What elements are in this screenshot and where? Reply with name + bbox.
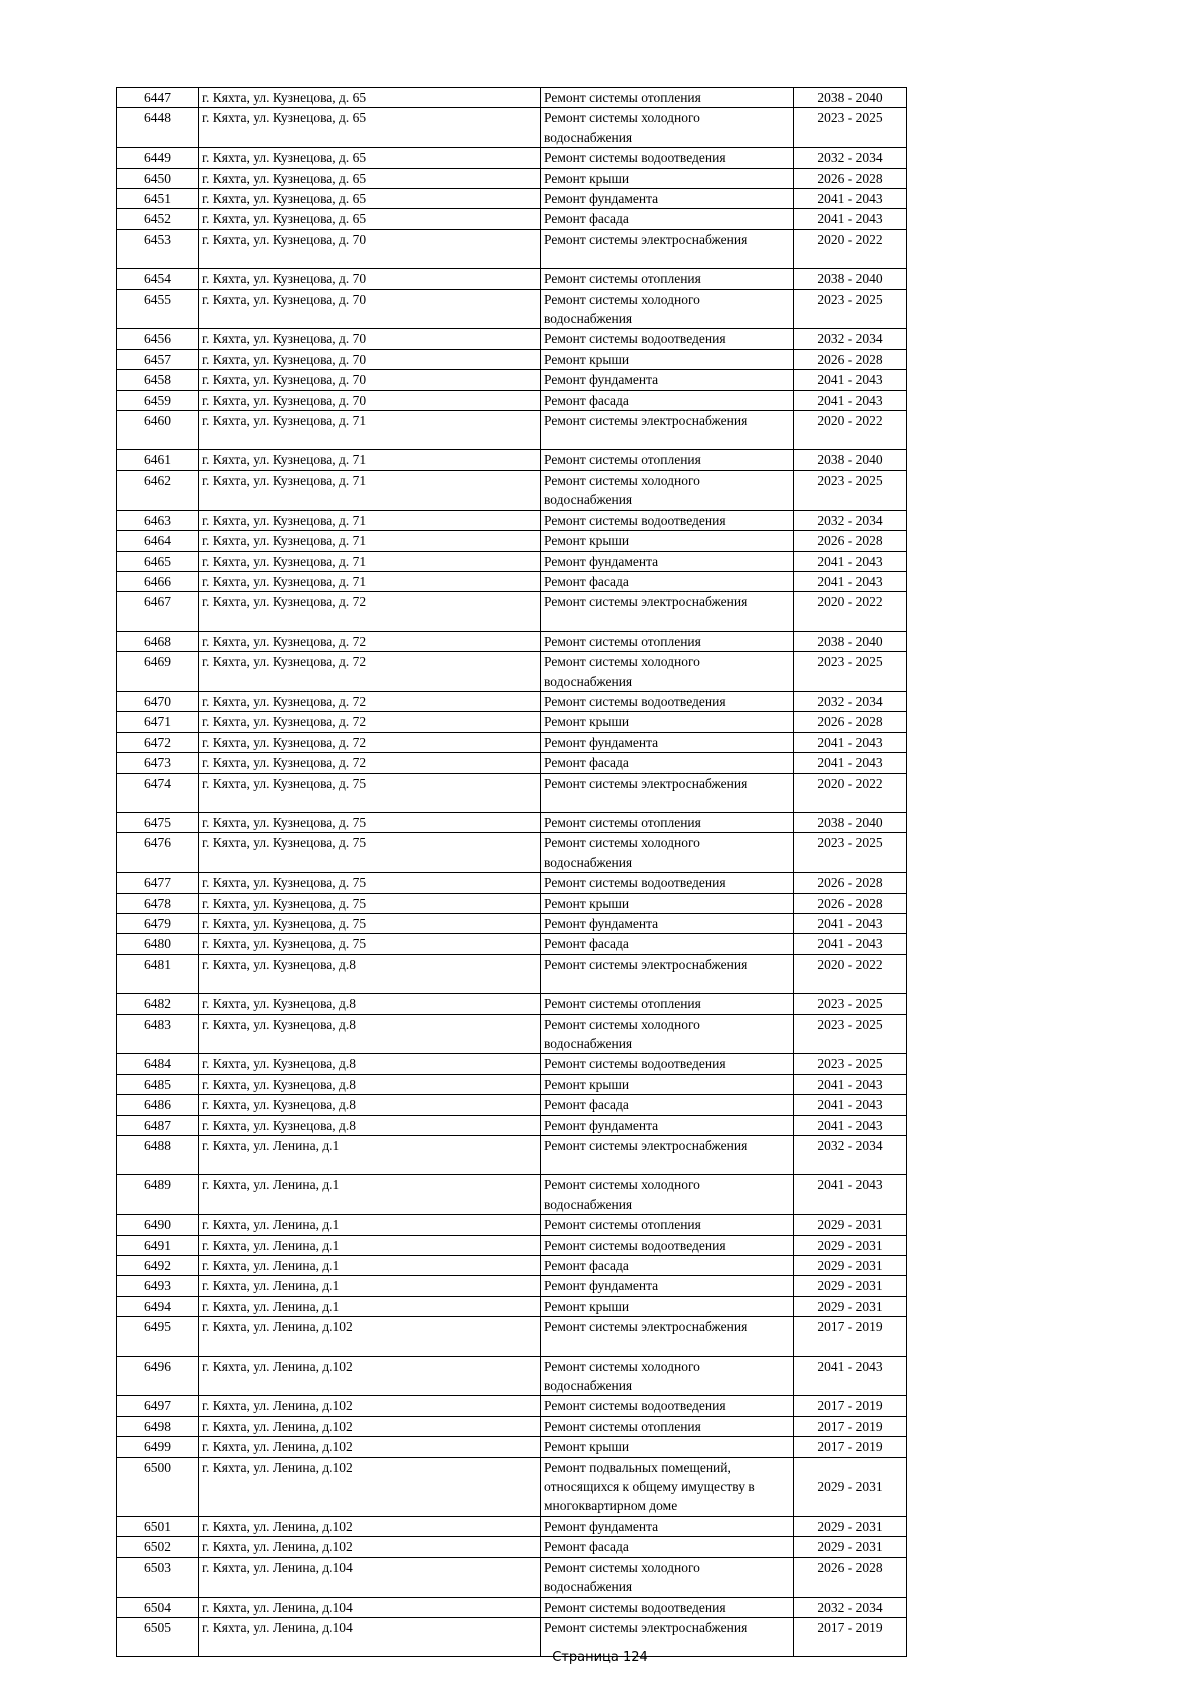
row-work-type: Ремонт системы холодного водоснабжения — [541, 108, 794, 148]
table-row — [117, 812, 907, 832]
table-row — [117, 1235, 907, 1255]
row-work-type: Ремонт системы отопления — [541, 1215, 794, 1235]
table-row — [117, 531, 907, 551]
table-row — [117, 390, 907, 410]
row-work-type: Ремонт системы водоотведения — [541, 1597, 794, 1617]
row-period: 2041 - 2043 — [794, 571, 907, 591]
table-row — [117, 773, 907, 812]
table-row — [117, 108, 907, 148]
row-work-type: Ремонт крыши — [541, 1074, 794, 1094]
row-number: 6505 — [117, 1618, 199, 1657]
row-work-type: Ремонт системы холодного водоснабжения — [541, 1175, 794, 1215]
row-period: 2038 - 2040 — [794, 812, 907, 832]
page-number: Страница 124 — [552, 1650, 648, 1665]
row-period: 2020 - 2022 — [794, 411, 907, 450]
row-number: 6497 — [117, 1396, 199, 1416]
row-address: г. Кяхта, ул. Кузнецова, д. 75 — [199, 812, 541, 832]
row-period: 2038 - 2040 — [794, 450, 907, 470]
row-period: 2017 - 2019 — [794, 1618, 907, 1657]
table-row — [117, 833, 907, 873]
row-period: 2026 - 2028 — [794, 873, 907, 893]
row-number: 6502 — [117, 1537, 199, 1557]
row-number: 6470 — [117, 691, 199, 711]
row-period: 2023 - 2025 — [794, 833, 907, 873]
row-number: 6486 — [117, 1095, 199, 1115]
row-period: 2038 - 2040 — [794, 631, 907, 651]
row-number: 6449 — [117, 148, 199, 168]
row-address: г. Кяхта, ул. Кузнецова, д. 72 — [199, 712, 541, 732]
row-address: г. Кяхта, ул. Ленина, д.1 — [199, 1276, 541, 1296]
row-number: 6501 — [117, 1517, 199, 1537]
row-period: 2026 - 2028 — [794, 712, 907, 732]
row-address: г. Кяхта, ул. Кузнецова, д. 72 — [199, 592, 541, 631]
table-row — [117, 994, 907, 1014]
row-address: г. Кяхта, ул. Ленина, д.102 — [199, 1457, 541, 1516]
row-number: 6450 — [117, 168, 199, 188]
row-period: 2029 - 2031 — [794, 1457, 907, 1516]
table-row — [117, 1256, 907, 1276]
table-row — [117, 88, 907, 108]
row-work-type: Ремонт системы холодного водоснабжения — [541, 289, 794, 329]
row-address: г. Кяхта, ул. Ленина, д.1 — [199, 1215, 541, 1235]
row-period: 2020 - 2022 — [794, 592, 907, 631]
row-number: 6477 — [117, 873, 199, 893]
row-work-type: Ремонт системы холодного водоснабжения — [541, 470, 794, 510]
row-number: 6482 — [117, 994, 199, 1014]
row-work-type: Ремонт фасада — [541, 1256, 794, 1276]
table-row — [117, 571, 907, 591]
row-number: 6455 — [117, 289, 199, 329]
row-work-type: Ремонт системы электроснабжения — [541, 1618, 794, 1657]
table-row — [117, 1115, 907, 1135]
table-body — [117, 88, 907, 1657]
row-period: 2041 - 2043 — [794, 753, 907, 773]
row-period: 2023 - 2025 — [794, 994, 907, 1014]
row-work-type: Ремонт фундамента — [541, 1115, 794, 1135]
row-work-type: Ремонт системы отопления — [541, 269, 794, 289]
table-row — [117, 1296, 907, 1316]
table-row — [117, 1396, 907, 1416]
row-address: г. Кяхта, ул. Ленина, д.104 — [199, 1618, 541, 1657]
row-period: 2029 - 2031 — [794, 1235, 907, 1255]
row-work-type: Ремонт системы электроснабжения — [541, 954, 794, 993]
row-address: г. Кяхта, ул. Кузнецова, д. 65 — [199, 209, 541, 229]
row-work-type: Ремонт фасада — [541, 390, 794, 410]
row-number: 6498 — [117, 1416, 199, 1436]
row-address: г. Кяхта, ул. Кузнецова, д. 70 — [199, 289, 541, 329]
row-address: г. Кяхта, ул. Кузнецова, д.8 — [199, 1014, 541, 1054]
row-work-type: Ремонт фундамента — [541, 1276, 794, 1296]
row-work-type: Ремонт системы холодного водоснабжения — [541, 1356, 794, 1396]
row-period: 2020 - 2022 — [794, 954, 907, 993]
row-period: 2032 - 2034 — [794, 1597, 907, 1617]
row-work-type: Ремонт фундамента — [541, 732, 794, 752]
row-period: 2023 - 2025 — [794, 470, 907, 510]
row-address: г. Кяхта, ул. Ленина, д.1 — [199, 1256, 541, 1276]
row-number: 6481 — [117, 954, 199, 993]
table-row — [117, 1317, 907, 1356]
row-number: 6459 — [117, 390, 199, 410]
row-address: г. Кяхта, ул. Ленина, д.1 — [199, 1296, 541, 1316]
row-number: 6461 — [117, 450, 199, 470]
table-row — [117, 1437, 907, 1457]
row-period: 2038 - 2040 — [794, 269, 907, 289]
row-work-type: Ремонт фасада — [541, 753, 794, 773]
table-row — [117, 1095, 907, 1115]
row-work-type: Ремонт фасада — [541, 209, 794, 229]
row-address: г. Кяхта, ул. Ленина, д.1 — [199, 1235, 541, 1255]
row-period: 2023 - 2025 — [794, 289, 907, 329]
row-address: г. Кяхта, ул. Кузнецова, д. 75 — [199, 773, 541, 812]
row-period: 2026 - 2028 — [794, 893, 907, 913]
row-period: 2041 - 2043 — [794, 1115, 907, 1135]
row-work-type: Ремонт фундамента — [541, 551, 794, 571]
row-period: 2026 - 2028 — [794, 1557, 907, 1597]
row-number: 6471 — [117, 712, 199, 732]
table-row — [117, 934, 907, 954]
row-number: 6503 — [117, 1557, 199, 1597]
row-address: г. Кяхта, ул. Кузнецова, д. 70 — [199, 370, 541, 390]
row-period: 2026 - 2028 — [794, 349, 907, 369]
row-period: 2029 - 2031 — [794, 1296, 907, 1316]
row-work-type: Ремонт системы отопления — [541, 450, 794, 470]
row-period: 2020 - 2022 — [794, 229, 907, 268]
row-number: 6485 — [117, 1074, 199, 1094]
row-work-type: Ремонт системы холодного водоснабжения — [541, 652, 794, 692]
row-address: г. Кяхта, ул. Кузнецова, д.8 — [199, 1095, 541, 1115]
row-address: г. Кяхта, ул. Ленина, д.104 — [199, 1597, 541, 1617]
row-work-type: Ремонт крыши — [541, 531, 794, 551]
table-row — [117, 189, 907, 209]
row-address: г. Кяхта, ул. Кузнецова, д. 71 — [199, 411, 541, 450]
row-period: 2032 - 2034 — [794, 510, 907, 530]
row-number: 6474 — [117, 773, 199, 812]
row-address: г. Кяхта, ул. Кузнецова, д. 70 — [199, 390, 541, 410]
row-number: 6500 — [117, 1457, 199, 1516]
row-work-type: Ремонт фундамента — [541, 189, 794, 209]
row-number: 6487 — [117, 1115, 199, 1135]
row-number: 6451 — [117, 189, 199, 209]
row-number: 6465 — [117, 551, 199, 571]
row-number: 6462 — [117, 470, 199, 510]
row-period: 2032 - 2034 — [794, 691, 907, 711]
row-period: 2032 - 2034 — [794, 329, 907, 349]
row-address: г. Кяхта, ул. Ленина, д.1 — [199, 1136, 541, 1175]
row-number: 6457 — [117, 349, 199, 369]
row-address: г. Кяхта, ул. Кузнецова, д. 65 — [199, 108, 541, 148]
row-work-type: Ремонт крыши — [541, 1437, 794, 1457]
table-row — [117, 753, 907, 773]
row-period: 2032 - 2034 — [794, 148, 907, 168]
row-address: г. Кяхта, ул. Кузнецова, д. 71 — [199, 531, 541, 551]
row-number: 6460 — [117, 411, 199, 450]
table-row — [117, 510, 907, 530]
row-number: 6472 — [117, 732, 199, 752]
row-period: 2023 - 2025 — [794, 652, 907, 692]
table-row — [117, 652, 907, 692]
row-period: 2041 - 2043 — [794, 209, 907, 229]
row-address: г. Кяхта, ул. Кузнецова, д.8 — [199, 1115, 541, 1135]
table-row — [117, 229, 907, 268]
table-row — [117, 269, 907, 289]
table-row — [117, 592, 907, 631]
row-address: г. Кяхта, ул. Ленина, д.1 — [199, 1175, 541, 1215]
row-period: 2029 - 2031 — [794, 1215, 907, 1235]
row-address: г. Кяхта, ул. Кузнецова, д. 70 — [199, 349, 541, 369]
row-address: г. Кяхта, ул. Кузнецова, д. 71 — [199, 551, 541, 571]
row-period: 2017 - 2019 — [794, 1396, 907, 1416]
row-work-type: Ремонт фасада — [541, 571, 794, 591]
row-address: г. Кяхта, ул. Кузнецова, д. 65 — [199, 189, 541, 209]
row-period: 2020 - 2022 — [794, 773, 907, 812]
row-address: г. Кяхта, ул. Кузнецова, д.8 — [199, 1074, 541, 1094]
row-period: 2041 - 2043 — [794, 551, 907, 571]
row-work-type: Ремонт системы холодного водоснабжения — [541, 1014, 794, 1054]
row-period: 2026 - 2028 — [794, 168, 907, 188]
row-period: 2023 - 2025 — [794, 1014, 907, 1054]
table-row — [117, 1136, 907, 1175]
table-row — [117, 1276, 907, 1296]
table-row — [117, 148, 907, 168]
row-address: г. Кяхта, ул. Кузнецова, д. 71 — [199, 450, 541, 470]
row-work-type: Ремонт системы отопления — [541, 994, 794, 1014]
row-work-type: Ремонт крыши — [541, 349, 794, 369]
row-address: г. Кяхта, ул. Ленина, д.102 — [199, 1317, 541, 1356]
row-period: 2017 - 2019 — [794, 1317, 907, 1356]
row-address: г. Кяхта, ул. Кузнецова, д. 70 — [199, 329, 541, 349]
table-row — [117, 893, 907, 913]
table-row — [117, 732, 907, 752]
table-row — [117, 1457, 907, 1516]
table-row — [117, 1537, 907, 1557]
row-work-type: Ремонт системы электроснабжения — [541, 592, 794, 631]
row-work-type: Ремонт системы электроснабжения — [541, 229, 794, 268]
row-period: 2041 - 2043 — [794, 934, 907, 954]
row-address: г. Кяхта, ул. Кузнецова, д. 72 — [199, 631, 541, 651]
row-work-type: Ремонт системы водоотведения — [541, 510, 794, 530]
row-address: г. Кяхта, ул. Ленина, д.102 — [199, 1517, 541, 1537]
row-address: г. Кяхта, ул. Кузнецова, д. 65 — [199, 148, 541, 168]
row-address: г. Кяхта, ул. Кузнецова, д. 72 — [199, 691, 541, 711]
row-work-type: Ремонт системы водоотведения — [541, 1396, 794, 1416]
row-work-type: Ремонт крыши — [541, 893, 794, 913]
row-work-type: Ремонт фундамента — [541, 370, 794, 390]
row-period: 2029 - 2031 — [794, 1276, 907, 1296]
row-number: 6483 — [117, 1014, 199, 1054]
table-row — [117, 289, 907, 329]
row-period: 2038 - 2040 — [794, 88, 907, 108]
row-address: г. Кяхта, ул. Кузнецова, д. 65 — [199, 88, 541, 108]
row-address: г. Кяхта, ул. Ленина, д.102 — [199, 1396, 541, 1416]
table-row — [117, 1215, 907, 1235]
row-address: г. Кяхта, ул. Кузнецова, д. 75 — [199, 934, 541, 954]
row-address: г. Кяхта, ул. Кузнецова, д. 72 — [199, 753, 541, 773]
row-period: 2041 - 2043 — [794, 1095, 907, 1115]
row-period: 2041 - 2043 — [794, 1356, 907, 1396]
row-period: 2041 - 2043 — [794, 390, 907, 410]
row-address: г. Кяхта, ул. Кузнецова, д.8 — [199, 1054, 541, 1074]
row-number: 6496 — [117, 1356, 199, 1396]
row-number: 6478 — [117, 893, 199, 913]
table-row — [117, 1557, 907, 1597]
row-work-type: Ремонт системы электроснабжения — [541, 1136, 794, 1175]
row-address: г. Кяхта, ул. Кузнецова, д. 65 — [199, 168, 541, 188]
row-work-type: Ремонт крыши — [541, 1296, 794, 1316]
row-number: 6456 — [117, 329, 199, 349]
row-number: 6499 — [117, 1437, 199, 1457]
row-work-type: Ремонт системы водоотведения — [541, 1054, 794, 1074]
row-work-type: Ремонт системы электроснабжения — [541, 1317, 794, 1356]
row-work-type: Ремонт системы водоотведения — [541, 873, 794, 893]
table-row — [117, 954, 907, 993]
table-row — [117, 209, 907, 229]
row-number: 6453 — [117, 229, 199, 268]
table-row — [117, 411, 907, 450]
table-row — [117, 1597, 907, 1617]
row-number: 6454 — [117, 269, 199, 289]
row-number: 6469 — [117, 652, 199, 692]
row-number: 6493 — [117, 1276, 199, 1296]
row-address: г. Кяхта, ул. Ленина, д.102 — [199, 1416, 541, 1436]
row-address: г. Кяхта, ул. Ленина, д.102 — [199, 1356, 541, 1396]
table-row — [117, 1416, 907, 1436]
row-period: 2017 - 2019 — [794, 1437, 907, 1457]
row-work-type: Ремонт крыши — [541, 712, 794, 732]
row-work-type: Ремонт системы водоотведения — [541, 691, 794, 711]
row-number: 6475 — [117, 812, 199, 832]
row-work-type: Ремонт фасада — [541, 934, 794, 954]
row-address: г. Кяхта, ул. Кузнецова, д. 75 — [199, 893, 541, 913]
row-period: 2029 - 2031 — [794, 1517, 907, 1537]
table-row — [117, 329, 907, 349]
row-period: 2023 - 2025 — [794, 108, 907, 148]
row-work-type: Ремонт системы водоотведения — [541, 1235, 794, 1255]
row-number: 6463 — [117, 510, 199, 530]
table-row — [117, 913, 907, 933]
row-number: 6504 — [117, 1597, 199, 1617]
row-work-type: Ремонт системы холодного водоснабжения — [541, 1557, 794, 1597]
row-period: 2041 - 2043 — [794, 189, 907, 209]
row-period: 2023 - 2025 — [794, 1054, 907, 1074]
table-row — [117, 1175, 907, 1215]
row-period: 2041 - 2043 — [794, 1175, 907, 1215]
row-period: 2032 - 2034 — [794, 1136, 907, 1175]
row-number: 6468 — [117, 631, 199, 651]
row-number: 6484 — [117, 1054, 199, 1074]
row-address: г. Кяхта, ул. Кузнецова, д. 71 — [199, 470, 541, 510]
row-work-type: Ремонт системы электроснабжения — [541, 411, 794, 450]
table-row — [117, 450, 907, 470]
row-work-type: Ремонт фундамента — [541, 913, 794, 933]
table-row — [117, 1054, 907, 1074]
table-row — [117, 1356, 907, 1396]
row-address: г. Кяхта, ул. Кузнецова, д. 75 — [199, 873, 541, 893]
row-address: г. Кяхта, ул. Кузнецова, д. 71 — [199, 571, 541, 591]
row-period: 2017 - 2019 — [794, 1416, 907, 1436]
row-address: г. Кяхта, ул. Кузнецова, д. 71 — [199, 510, 541, 530]
row-number: 6488 — [117, 1136, 199, 1175]
row-period: 2041 - 2043 — [794, 370, 907, 390]
row-number: 6458 — [117, 370, 199, 390]
table-row — [117, 1517, 907, 1537]
row-number: 6448 — [117, 108, 199, 148]
row-work-type: Ремонт системы отопления — [541, 1416, 794, 1436]
row-work-type: Ремонт системы отопления — [541, 88, 794, 108]
row-work-type: Ремонт фундамента — [541, 1517, 794, 1537]
row-address: г. Кяхта, ул. Кузнецова, д.8 — [199, 994, 541, 1014]
row-address: г. Кяхта, ул. Кузнецова, д. 70 — [199, 229, 541, 268]
table-row — [117, 631, 907, 651]
row-number: 6494 — [117, 1296, 199, 1316]
row-work-type: Ремонт системы отопления — [541, 812, 794, 832]
row-number: 6480 — [117, 934, 199, 954]
table-row — [117, 1014, 907, 1054]
repair-schedule-table — [116, 87, 907, 1657]
row-number: 6447 — [117, 88, 199, 108]
row-address: г. Кяхта, ул. Кузнецова, д.8 — [199, 954, 541, 993]
row-period: 2029 - 2031 — [794, 1256, 907, 1276]
row-address: г. Кяхта, ул. Ленина, д.104 — [199, 1557, 541, 1597]
row-period: 2041 - 2043 — [794, 1074, 907, 1094]
row-address: г. Кяхта, ул. Кузнецова, д. 72 — [199, 652, 541, 692]
row-number: 6492 — [117, 1256, 199, 1276]
row-number: 6466 — [117, 571, 199, 591]
table-row — [117, 873, 907, 893]
row-number: 6479 — [117, 913, 199, 933]
table-row — [117, 168, 907, 188]
row-number: 6464 — [117, 531, 199, 551]
table-row — [117, 712, 907, 732]
row-period: 2029 - 2031 — [794, 1537, 907, 1557]
row-period: 2041 - 2043 — [794, 732, 907, 752]
table-row — [117, 370, 907, 390]
table-row — [117, 551, 907, 571]
row-number: 6452 — [117, 209, 199, 229]
row-number: 6476 — [117, 833, 199, 873]
table-row — [117, 691, 907, 711]
table-row — [117, 470, 907, 510]
row-address: г. Кяхта, ул. Ленина, д.102 — [199, 1437, 541, 1457]
row-number: 6489 — [117, 1175, 199, 1215]
row-number: 6490 — [117, 1215, 199, 1235]
row-work-type: Ремонт фасада — [541, 1095, 794, 1115]
row-address: г. Кяхта, ул. Ленина, д.102 — [199, 1537, 541, 1557]
table-row — [117, 1074, 907, 1094]
table-row — [117, 349, 907, 369]
row-work-type: Ремонт фасада — [541, 1537, 794, 1557]
row-number: 6467 — [117, 592, 199, 631]
row-work-type: Ремонт подвальных помещений, относящихся к общему имуществу в многоквартирном доме — [541, 1457, 794, 1516]
row-address: г. Кяхта, ул. Кузнецова, д. 75 — [199, 913, 541, 933]
row-address: г. Кяхта, ул. Кузнецова, д. 75 — [199, 833, 541, 873]
row-period: 2041 - 2043 — [794, 913, 907, 933]
row-address: г. Кяхта, ул. Кузнецова, д. 70 — [199, 269, 541, 289]
row-address: г. Кяхта, ул. Кузнецова, д. 72 — [199, 732, 541, 752]
row-work-type: Ремонт системы холодного водоснабжения — [541, 833, 794, 873]
row-period: 2026 - 2028 — [794, 531, 907, 551]
row-work-type: Ремонт системы водоотведения — [541, 148, 794, 168]
row-number: 6473 — [117, 753, 199, 773]
row-number: 6495 — [117, 1317, 199, 1356]
row-number: 6491 — [117, 1235, 199, 1255]
row-work-type: Ремонт системы водоотведения — [541, 329, 794, 349]
row-work-type: Ремонт системы отопления — [541, 631, 794, 651]
row-work-type: Ремонт крыши — [541, 168, 794, 188]
row-work-type: Ремонт системы электроснабжения — [541, 773, 794, 812]
